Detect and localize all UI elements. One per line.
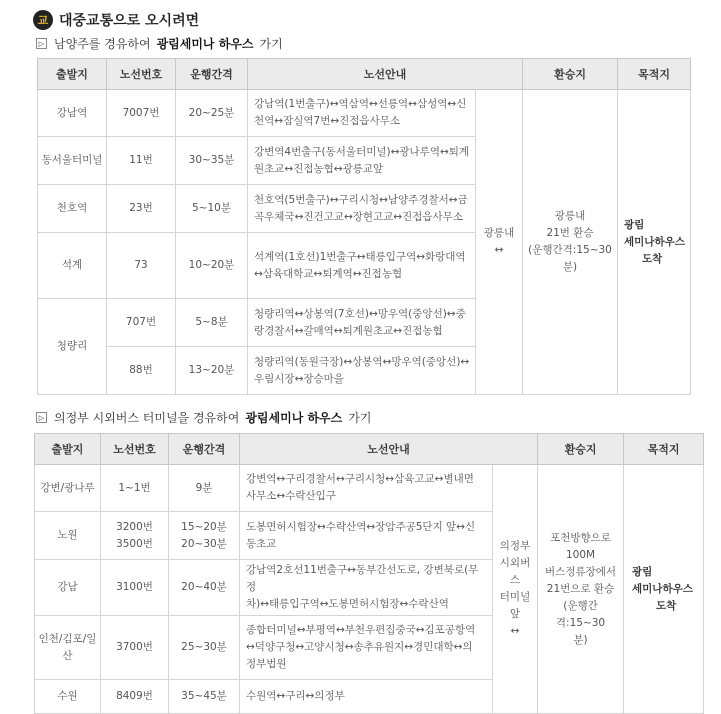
origin-cell: 인천/김포/일산 bbox=[35, 616, 101, 680]
bus-number-line: 3200번 bbox=[116, 520, 153, 533]
page-title-text: 대중교통으로 오시려면 bbox=[59, 13, 200, 29]
transfer-info-line: 포천방향으로 bbox=[550, 531, 611, 544]
column-header: 노선안내 bbox=[240, 434, 538, 465]
page-title bbox=[33, 8, 199, 32]
destination-line: 광림 bbox=[632, 565, 653, 578]
section2-suffix: 가기 bbox=[348, 411, 372, 425]
section1-suffix: 가기 bbox=[259, 37, 283, 51]
transfer-point-line: 의정부 bbox=[499, 540, 531, 552]
bus-logo-icon: 교 bbox=[33, 10, 53, 30]
route-line: 강남역2호선11번출구↔동부간선도로, 강변북로(무정 bbox=[246, 564, 479, 593]
route-cell bbox=[248, 90, 476, 137]
transfer-point-line: 시외버 bbox=[499, 557, 531, 569]
column-header: 환승지 bbox=[523, 59, 618, 90]
table-row bbox=[38, 90, 691, 137]
transfer-info-line: (운행간격:15~30 bbox=[555, 599, 606, 629]
transfer-point-line: 광릉내 bbox=[483, 227, 515, 239]
interval-cell: 13~20분 bbox=[176, 347, 248, 395]
transfer-info-line: 분) bbox=[573, 633, 588, 646]
interval-cell: 25~30분 bbox=[169, 616, 240, 680]
bus-number-cell: 8409번 bbox=[101, 680, 169, 714]
bus-number-cell: 7007번 bbox=[107, 90, 176, 137]
route-cell bbox=[240, 616, 493, 680]
route-cell bbox=[240, 465, 493, 512]
column-header: 노선안내 bbox=[248, 59, 523, 90]
table-row bbox=[35, 465, 704, 512]
interval-cell bbox=[169, 512, 240, 560]
interval-cell: 35~45분 bbox=[169, 680, 240, 714]
route-line: 강변역4번출구(동서울터미널)↔광나루역↔퇴계 bbox=[254, 145, 470, 158]
origin-cell: 청량리 bbox=[38, 299, 107, 395]
origin-cell: 동서울터미널 bbox=[38, 137, 107, 185]
column-header: 목적지 bbox=[618, 59, 691, 90]
route-line: 사무소↔수락산입구 bbox=[246, 490, 336, 502]
transfer-point-line: ↔ bbox=[494, 244, 504, 256]
bus-number-cell: 707번 bbox=[107, 299, 176, 347]
route-cell bbox=[248, 137, 476, 185]
bus-number-line: 3500번 bbox=[116, 537, 153, 550]
destination-line: 도착 bbox=[642, 252, 663, 265]
transfer-info-line: 분) bbox=[562, 261, 578, 273]
route-line: 석계역(1호선)1번출구↔태릉입구역↔화랑대역 bbox=[254, 250, 466, 263]
destination-line: 세미나하우스 bbox=[624, 235, 685, 248]
column-header: 운행간격 bbox=[176, 59, 248, 90]
route-cell bbox=[240, 680, 493, 714]
route-line: 랑경찰서↔갈매역↔퇴계원초교↔진접농협 bbox=[254, 324, 443, 337]
bus-number-cell: 3700번 bbox=[101, 616, 169, 680]
route-cell bbox=[248, 233, 476, 299]
transfer-info-line: 100M bbox=[565, 548, 596, 561]
route-line: 강남역(1번출구)↔역삼역↔선릉역↔삼성역↔신 bbox=[254, 98, 467, 110]
table-header-row bbox=[38, 59, 691, 90]
route-line: 우림시장↔장승마을 bbox=[254, 372, 344, 385]
interval-cell: 9분 bbox=[169, 465, 240, 512]
arrow-right-icon: ▷ bbox=[36, 38, 47, 49]
origin-cell: 천호역 bbox=[38, 185, 107, 233]
origin-cell: 강변/광나루 bbox=[35, 465, 101, 512]
route-line: 강변역↔구리경찰서↔구리시청↔삼육고교↔별내면 bbox=[246, 473, 474, 485]
transfer-info-cell bbox=[538, 465, 624, 714]
route-line: 천호역(5번출구)↔구리시청↔남양주경찰서↔금 bbox=[254, 193, 468, 206]
section2-prefix: 의정부 시외버스 터미널을 경유하여 bbox=[54, 411, 240, 425]
column-header: 출발지 bbox=[35, 434, 101, 465]
interval-line: 15~20분 bbox=[181, 520, 227, 533]
interval-cell: 10~20분 bbox=[176, 233, 248, 299]
bus-number-cell: 73 bbox=[107, 233, 176, 299]
route-cell bbox=[248, 299, 476, 347]
route-line: 수원역↔구리↔의정부 bbox=[246, 690, 345, 702]
section2-heading bbox=[36, 409, 371, 426]
route-line: 원초교↔진접농협↔광릉교앞 bbox=[254, 162, 384, 175]
bus-number-cell bbox=[101, 512, 169, 560]
section1-table bbox=[37, 58, 691, 395]
interval-cell: 5~8분 bbox=[176, 299, 248, 347]
column-header: 환승지 bbox=[538, 434, 624, 465]
section1-prefix: 남양주를 경유하여 bbox=[54, 37, 151, 51]
arrow-right-icon: ▷ bbox=[36, 412, 47, 423]
table-header-row bbox=[35, 434, 704, 465]
transfer-point-cell bbox=[476, 90, 523, 395]
column-header: 목적지 bbox=[624, 434, 704, 465]
route-cell bbox=[240, 560, 493, 616]
bus-number-cell: 23번 bbox=[107, 185, 176, 233]
route-line: 천역↔잠실역7번↔진접읍사무소 bbox=[254, 115, 400, 127]
interval-cell: 20~40분 bbox=[169, 560, 240, 616]
destination-line: 세미나하우스 bbox=[632, 582, 693, 595]
transfer-info-line: 버스정류장에서 bbox=[545, 565, 617, 578]
transfer-point-line: 터미널 bbox=[499, 591, 531, 603]
route-line: ↔삼육대학교↔퇴계역↔진접농협 bbox=[254, 267, 403, 280]
origin-cell: 수원 bbox=[35, 680, 101, 714]
transfer-info-line: 21번으로 환승 bbox=[546, 582, 615, 595]
route-line: ↔덕양구청↔고양시청↔송추유원지↔경민대학↔의 bbox=[246, 641, 473, 653]
route-cell bbox=[248, 347, 476, 395]
route-cell bbox=[240, 512, 493, 560]
interval-cell: 20~25분 bbox=[176, 90, 248, 137]
transfer-point-line: 스 bbox=[509, 574, 521, 586]
origin-cell: 노원 bbox=[35, 512, 101, 560]
column-header: 출발지 bbox=[38, 59, 107, 90]
transfer-info-cell bbox=[523, 90, 618, 395]
interval-cell: 5~10분 bbox=[176, 185, 248, 233]
origin-cell: 강남역 bbox=[38, 90, 107, 137]
transfer-point-line: ↔ bbox=[510, 625, 520, 637]
route-line: 곡우체국↔진건고교↔장현고교↔진접읍사무소 bbox=[254, 210, 463, 223]
destination-cell bbox=[618, 90, 691, 395]
section2-place: 광림세미나 하우스 bbox=[245, 411, 343, 425]
bus-number-cell: 88번 bbox=[107, 347, 176, 395]
bus-number-cell: 1~1번 bbox=[101, 465, 169, 512]
route-line: 청량리역(동원극장)↔상봉역↔망우역(중앙선)↔ bbox=[254, 355, 470, 368]
transfer-point-line: 앞 bbox=[509, 608, 521, 620]
route-line: 정부법원 bbox=[246, 658, 287, 670]
column-header: 노선번호 bbox=[107, 59, 176, 90]
route-line: 동초교 bbox=[246, 537, 277, 550]
destination-cell bbox=[624, 465, 704, 714]
route-line: 차)↔태릉입구역↔도봉면허시험장↔수락산역 bbox=[246, 598, 449, 610]
destination-line: 도착 bbox=[656, 599, 677, 612]
section2-table bbox=[34, 433, 704, 714]
transfer-info-line: 광릉내 bbox=[554, 210, 586, 222]
route-line: 청량리역↔상봉역(7호선)↔망우역(중앙선)↔중 bbox=[254, 307, 466, 320]
interval-cell: 30~35분 bbox=[176, 137, 248, 185]
route-line: 도봉면허시험장↔수락산역↔장암주공5단지 앞↔신 bbox=[246, 520, 476, 533]
origin-cell: 석계 bbox=[38, 233, 107, 299]
transfer-info-line: 21번 환승 bbox=[546, 227, 594, 239]
destination-line: 광림 bbox=[624, 218, 645, 231]
origin-cell: 강남 bbox=[35, 560, 101, 616]
section1-place: 광림세미나 하우스 bbox=[156, 37, 254, 51]
bus-number-cell: 3100번 bbox=[101, 560, 169, 616]
route-cell bbox=[248, 185, 476, 233]
column-header: 노선번호 bbox=[101, 434, 169, 465]
interval-line: 20~30분 bbox=[181, 537, 227, 550]
transfer-info-line: (운행간격:15~30 bbox=[528, 244, 612, 256]
bus-number-cell: 11번 bbox=[107, 137, 176, 185]
route-line: 종합터미널↔부평역↔부천우편집중국↔김포공항역 bbox=[246, 624, 476, 636]
section1-heading bbox=[36, 35, 283, 52]
transfer-point-cell bbox=[493, 465, 538, 714]
column-header: 운행간격 bbox=[169, 434, 240, 465]
